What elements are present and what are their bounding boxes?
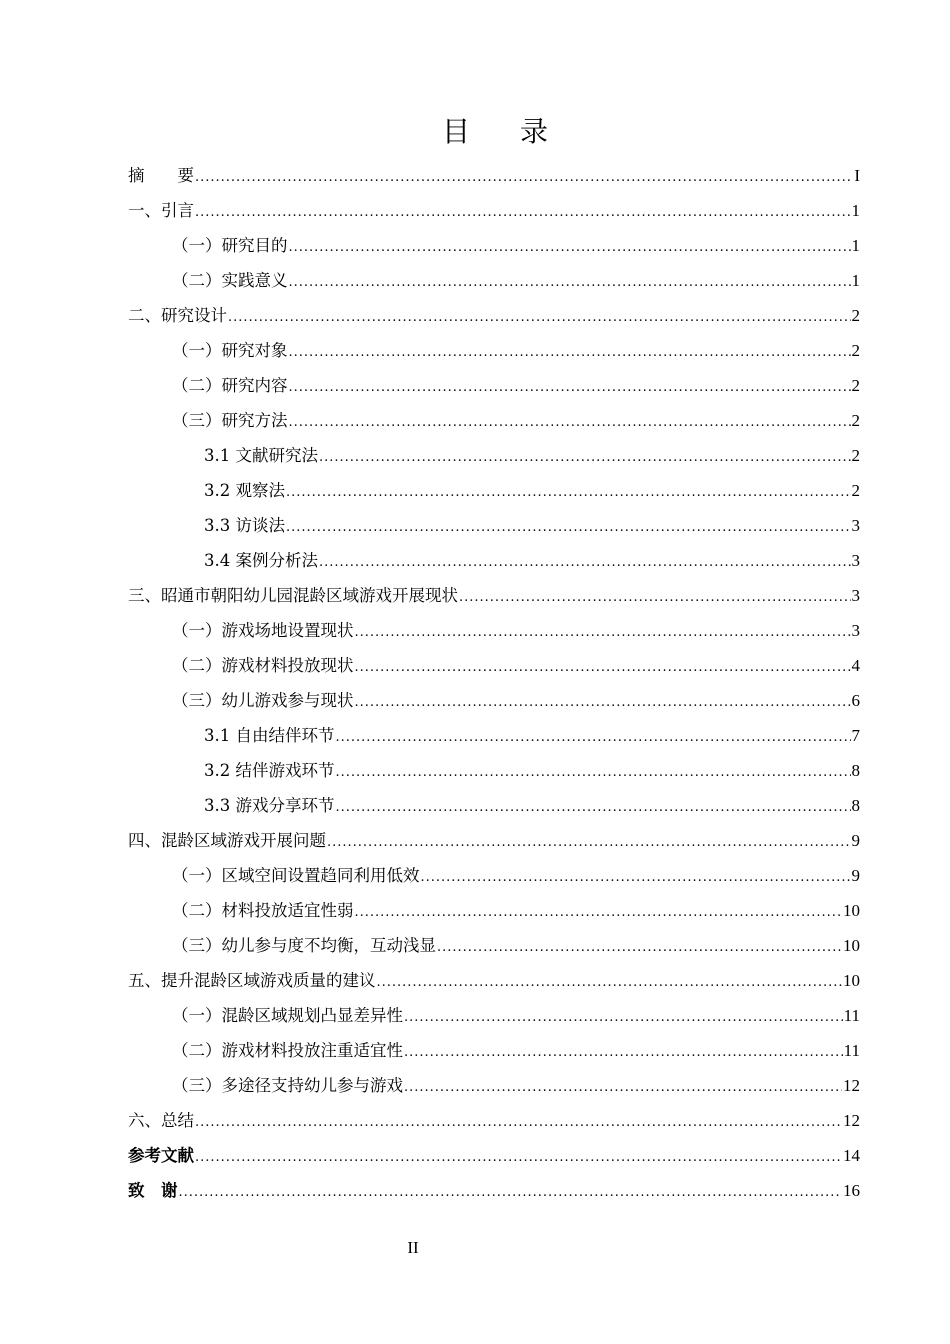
toc-entry-page-number: 2 xyxy=(851,341,860,360)
toc-entry-title: （一）研究对象 xyxy=(172,341,288,360)
toc-entry-title: 3.1 文献研究法 xyxy=(204,446,318,465)
toc-entry[interactable] xyxy=(128,998,860,1033)
toc-dot-leader xyxy=(179,1175,843,1210)
toc-entry[interactable] xyxy=(128,578,860,613)
toc-entry[interactable] xyxy=(128,928,860,963)
toc-entry[interactable] xyxy=(128,368,860,403)
toc-dot-leader xyxy=(195,1105,842,1140)
toc-entry-title: 三、昭通市朝阳幼儿园混龄区域游戏开展现状 xyxy=(128,586,458,605)
toc-entry[interactable] xyxy=(128,1068,860,1103)
toc-dot-leader xyxy=(319,440,851,475)
toc-entry-page-number: 4 xyxy=(851,656,860,675)
toc-entry-page-number: 10 xyxy=(843,936,860,955)
toc-dot-leader xyxy=(195,195,851,230)
toc-entry-page-number: 11 xyxy=(843,1041,860,1060)
toc-entry-title: 参考文献 xyxy=(128,1146,194,1165)
toc-entry-title: （二）研究内容 xyxy=(172,376,288,395)
table-of-contents xyxy=(128,158,860,1208)
toc-entry-page-number: 6 xyxy=(851,691,860,710)
toc-dot-leader xyxy=(289,265,851,300)
toc-entry-title: 六、总结 xyxy=(128,1111,194,1130)
toc-entry-title: （三）幼儿游戏参与现状 xyxy=(172,691,354,710)
toc-entry-page-number: 12 xyxy=(843,1111,860,1130)
toc-dot-leader xyxy=(355,615,851,650)
toc-entry-title: （一）区域空间设置趋同利用低效 xyxy=(172,866,420,885)
toc-entry-page-number: 9 xyxy=(851,831,860,850)
toc-entry[interactable] xyxy=(128,683,860,718)
toc-entry-title: 四、混龄区域游戏开展问题 xyxy=(128,831,326,850)
toc-entry-page-number: 1 xyxy=(851,271,860,290)
toc-dot-leader xyxy=(228,300,851,335)
toc-entry[interactable] xyxy=(128,438,860,473)
toc-dot-leader xyxy=(459,580,851,615)
toc-dot-leader xyxy=(404,1000,843,1035)
toc-entry[interactable] xyxy=(128,613,860,648)
toc-entry-page-number: I xyxy=(854,166,860,185)
toc-entry-page-number: 3 xyxy=(851,516,860,535)
toc-entry-page-number: 8 xyxy=(851,796,860,815)
toc-entry-page-number: 8 xyxy=(851,761,860,780)
toc-entry-title: 3.2 观察法 xyxy=(204,481,285,500)
toc-entry-page-number: 2 xyxy=(851,306,860,325)
toc-entry-page-number: 2 xyxy=(851,376,860,395)
toc-dot-leader xyxy=(336,755,851,790)
toc-dot-leader xyxy=(319,545,851,580)
toc-entry-page-number: 2 xyxy=(851,481,860,500)
toc-entry-title: （三）研究方法 xyxy=(172,411,288,430)
toc-entry-page-number: 2 xyxy=(851,411,860,430)
toc-entry-page-number: 2 xyxy=(851,446,860,465)
toc-entry-title: （二）材料投放适宜性弱 xyxy=(172,901,354,920)
toc-entry[interactable] xyxy=(128,858,860,893)
toc-entry[interactable] xyxy=(128,1173,860,1208)
toc-dot-leader xyxy=(355,685,851,720)
toc-entry-title: （二）游戏材料投放注重适宜性 xyxy=(172,1041,403,1060)
toc-dot-leader xyxy=(355,650,851,685)
page-title: 目录 xyxy=(441,115,598,148)
toc-entry-title: 3.2 结伴游戏环节 xyxy=(204,761,335,780)
toc-entry-page-number: 16 xyxy=(843,1181,860,1200)
toc-entry[interactable] xyxy=(128,788,860,823)
toc-entry-page-number: 3 xyxy=(851,551,860,570)
toc-entry-title: （三）幼儿参与度不均衡，互动浅显 xyxy=(172,936,436,955)
toc-entry[interactable] xyxy=(128,648,860,683)
toc-entry-title: 一、引言 xyxy=(128,201,194,220)
toc-entry[interactable] xyxy=(128,403,860,438)
toc-entry-page-number: 1 xyxy=(851,236,860,255)
toc-dot-leader xyxy=(286,475,851,510)
toc-entry-title: （二）实践意义 xyxy=(172,271,288,290)
toc-dot-leader xyxy=(289,405,851,440)
toc-entry[interactable] xyxy=(128,543,860,578)
toc-entry[interactable] xyxy=(128,193,860,228)
toc-dot-leader xyxy=(355,895,843,930)
toc-dot-leader xyxy=(289,370,851,405)
toc-entry-title: 3.3 访谈法 xyxy=(204,516,285,535)
toc-entry-title: 3.3 游戏分享环节 xyxy=(204,796,335,815)
toc-entry-title: 五、提升混龄区域游戏质量的建议 xyxy=(128,971,376,990)
toc-entry-title: （三）多途径支持幼儿参与游戏 xyxy=(172,1076,403,1095)
toc-dot-leader xyxy=(437,930,842,965)
toc-dot-leader xyxy=(289,335,851,370)
toc-entry[interactable] xyxy=(128,158,860,193)
toc-entry[interactable] xyxy=(128,298,860,333)
toc-entry[interactable] xyxy=(128,228,860,263)
toc-entry[interactable] xyxy=(128,473,860,508)
toc-dot-leader xyxy=(286,510,851,545)
toc-entry[interactable] xyxy=(128,333,860,368)
toc-entry-title: 3.1 自由结伴环节 xyxy=(204,726,335,745)
toc-entry-title: （二）游戏材料投放现状 xyxy=(172,656,354,675)
toc-entry-title: （一）游戏场地设置现状 xyxy=(172,621,354,640)
page-number: II xyxy=(407,1238,419,1257)
toc-dot-leader xyxy=(336,720,851,755)
toc-entry-title: 摘 要 xyxy=(128,166,194,185)
toc-entry-page-number: 9 xyxy=(851,866,860,885)
toc-entry[interactable] xyxy=(128,963,860,998)
toc-entry-page-number: 3 xyxy=(851,621,860,640)
toc-dot-leader xyxy=(377,965,843,1000)
toc-entry-title: （一）混龄区域规划凸显差异性 xyxy=(172,1006,403,1025)
toc-entry-page-number: 3 xyxy=(851,586,860,605)
toc-entry[interactable] xyxy=(128,508,860,543)
toc-entry-title: 二、研究设计 xyxy=(128,306,227,325)
toc-dot-leader xyxy=(336,790,851,825)
toc-entry[interactable] xyxy=(128,718,860,753)
toc-entry[interactable] xyxy=(128,1103,860,1138)
toc-dot-leader xyxy=(195,160,853,195)
toc-entry-title: （一）研究目的 xyxy=(172,236,288,255)
toc-entry-title: 3.4 案例分析法 xyxy=(204,551,318,570)
toc-entry-page-number: 10 xyxy=(843,901,860,920)
toc-entry-page-number: 7 xyxy=(851,726,860,745)
toc-entry[interactable] xyxy=(128,263,860,298)
toc-entry[interactable] xyxy=(128,1138,860,1173)
toc-dot-leader xyxy=(421,860,851,895)
toc-entry-page-number: 11 xyxy=(843,1006,860,1025)
toc-entry[interactable] xyxy=(128,893,860,928)
toc-entry-page-number: 12 xyxy=(843,1076,860,1095)
toc-entry[interactable] xyxy=(128,753,860,788)
toc-dot-leader xyxy=(404,1035,843,1070)
toc-entry-title: 致 谢 xyxy=(128,1181,178,1200)
toc-dot-leader xyxy=(289,230,851,265)
toc-entry-page-number: 1 xyxy=(851,201,860,220)
toc-entry[interactable] xyxy=(128,1033,860,1068)
toc-entry-page-number: 14 xyxy=(843,1146,860,1165)
toc-dot-leader xyxy=(404,1070,842,1105)
toc-dot-leader xyxy=(327,825,851,860)
toc-entry[interactable] xyxy=(128,823,860,858)
toc-entry-page-number: 10 xyxy=(843,971,860,990)
toc-dot-leader xyxy=(195,1140,842,1175)
